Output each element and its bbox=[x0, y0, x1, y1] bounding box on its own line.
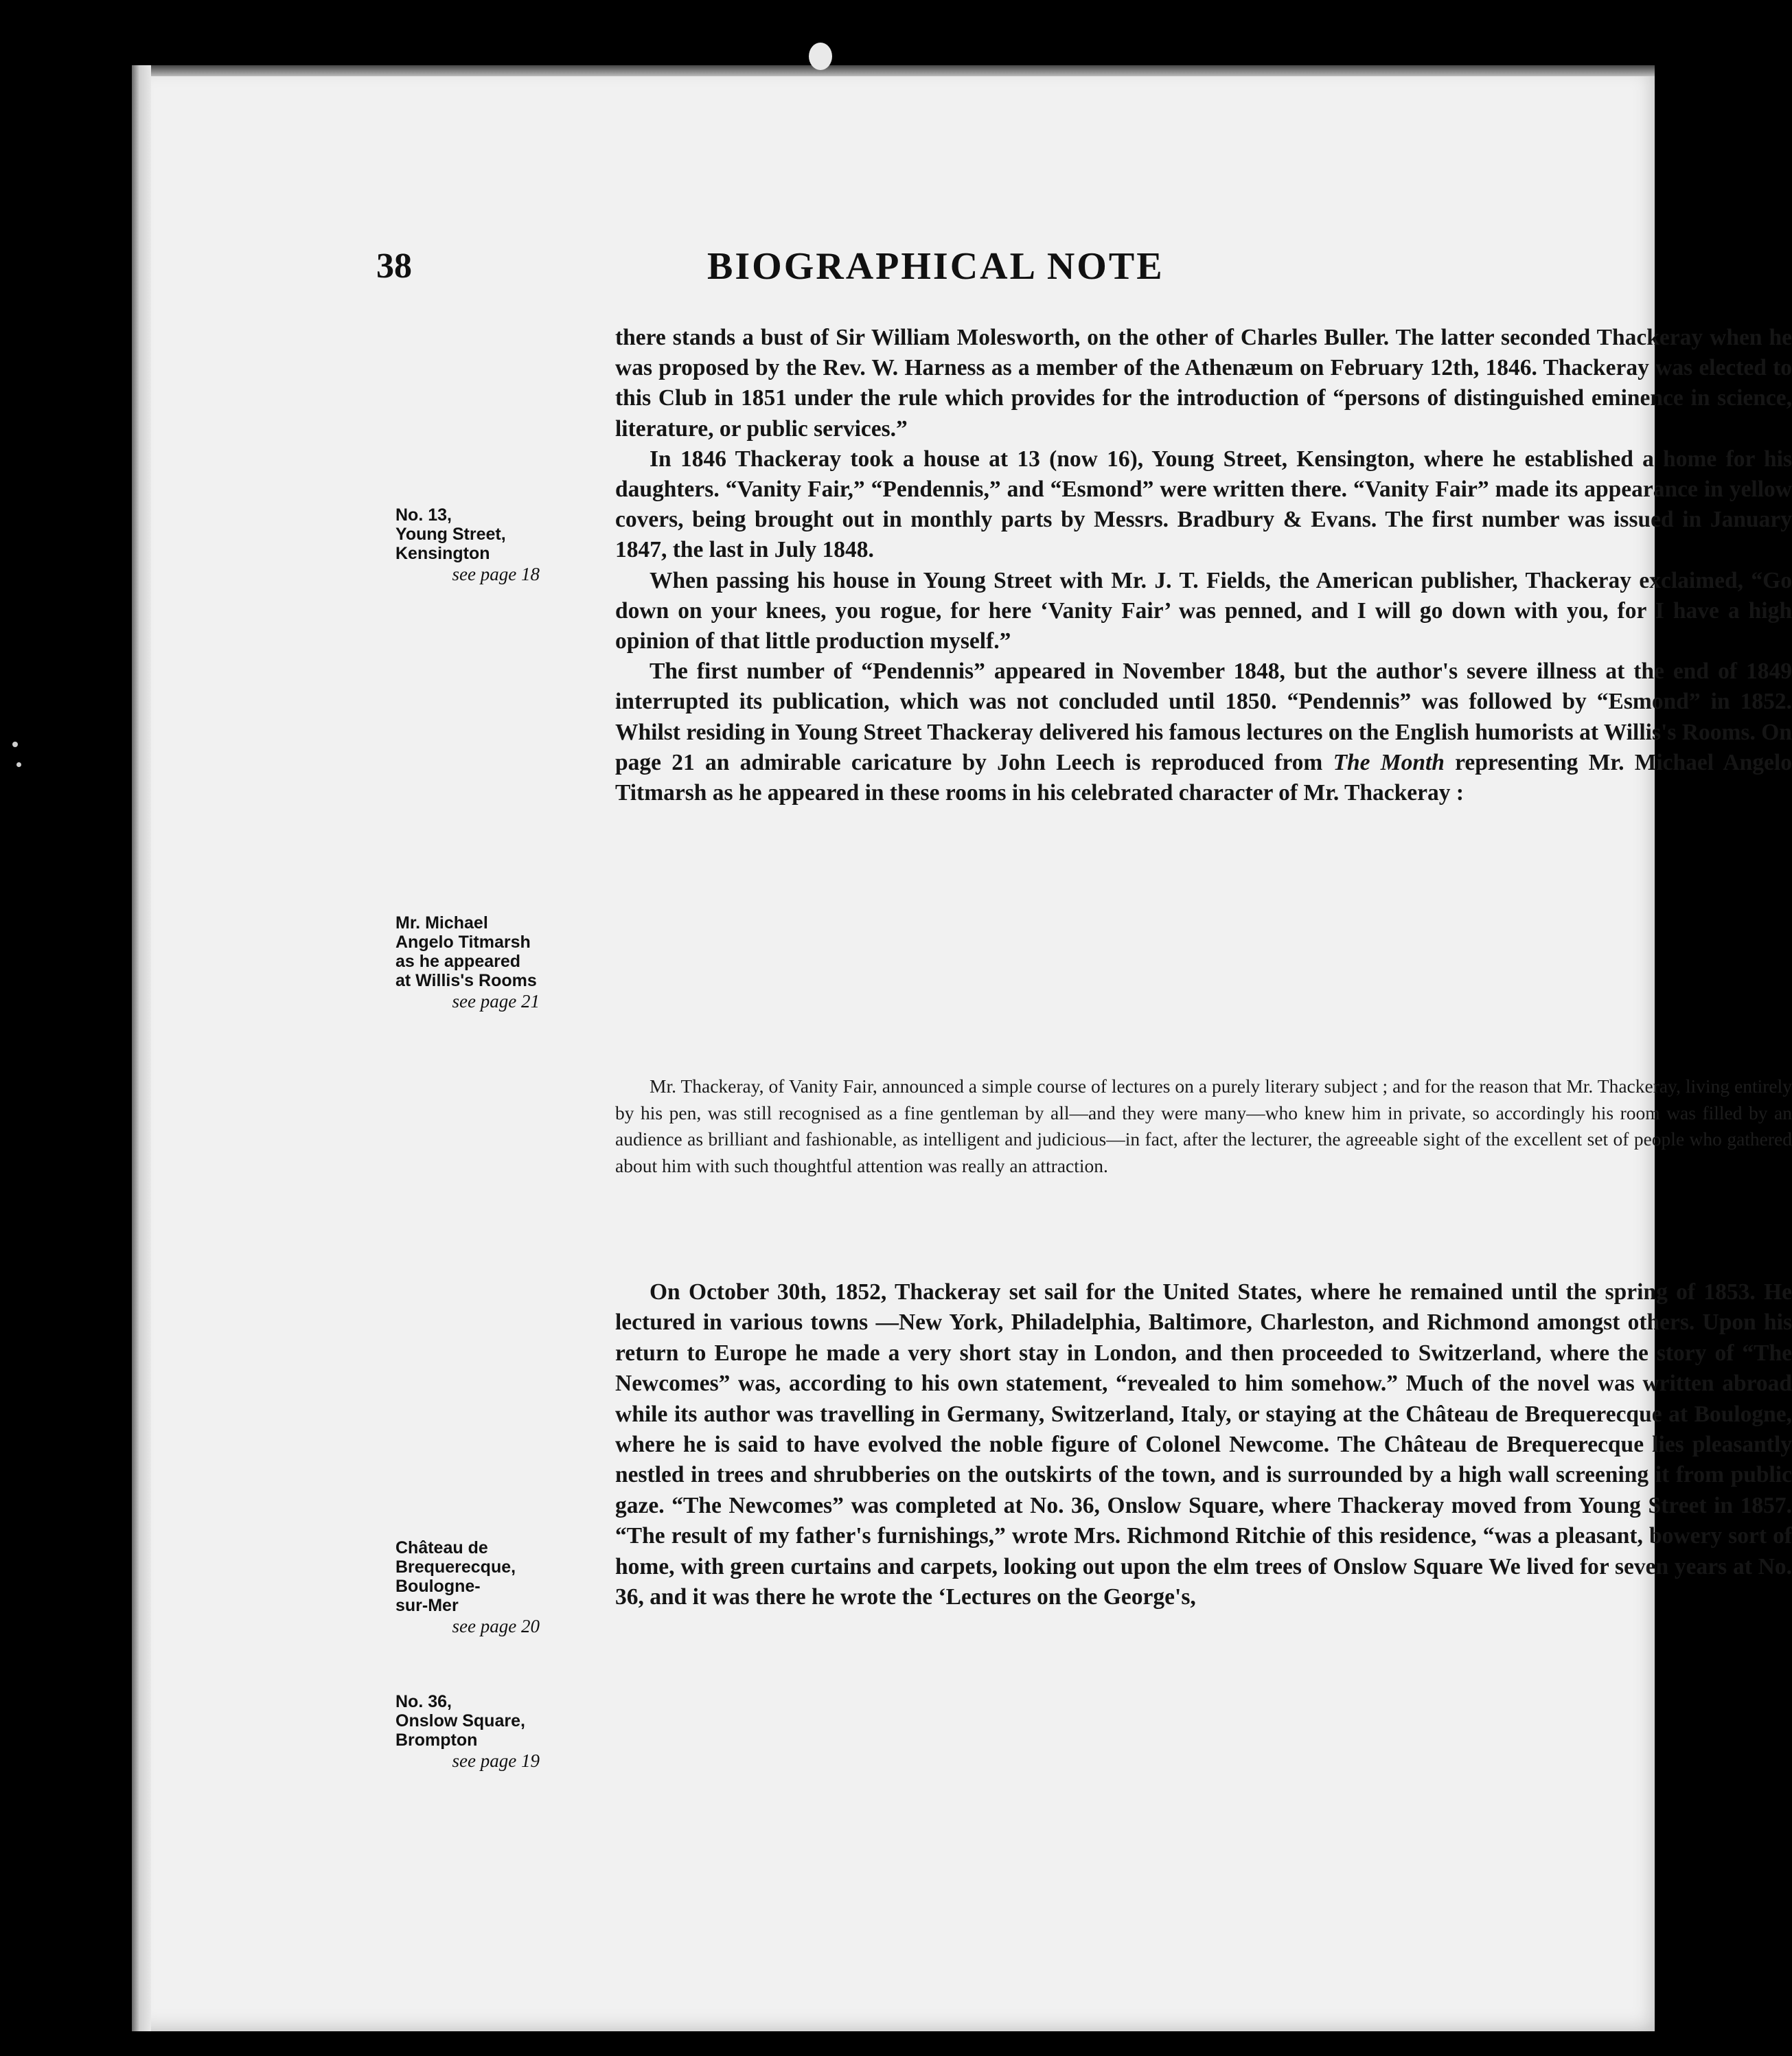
margin-note-line: Onslow Square, bbox=[395, 1711, 525, 1731]
margin-note-line: Young Street, bbox=[395, 525, 506, 544]
margin-note-line: Château de bbox=[395, 1538, 488, 1557]
paragraph: When passing his house in Young Street with Mr. J. T. Fields, the American publisher, Thackeray exclaimed, “Go down on your knees, you rogue, for here ‘Vanity Fair’ was penned, and I will go down with you, for I have a high opinion of that little production myself.” bbox=[615, 567, 1792, 654]
margin-note-see-page: see page 20 bbox=[452, 1616, 540, 1636]
margin-note-line: No. 13, bbox=[395, 505, 452, 525]
margin-note-line: Mr. Michael bbox=[395, 913, 488, 933]
paragraph: In 1846 Thackeray took a house at 13 (now 16), Young Street, Kensington, where he established a home for his daughters. “Vanity Fair,” “Pendennis,” and “Esmond” were written there. “Vanity Fair” made its appearance in yellow covers, being brought out in monthly parts by Messrs. Bradbury & Evans. The first number was issued in January 1847, the last in July 1848. bbox=[615, 446, 1792, 563]
margin-note-line: Brequerecque, bbox=[395, 1557, 516, 1577]
page-number: 38 bbox=[376, 247, 412, 286]
margin-note-titmarsh bbox=[395, 913, 567, 1011]
margin-note-line: as he appeared bbox=[395, 952, 521, 971]
margin-note-chateau bbox=[395, 1538, 567, 1636]
paragraph bbox=[615, 656, 1792, 808]
block-quote: Mr. Thackeray, of Vanity Fair, announced a simple course of lectures on a purely literary subject ; and for the reason that Mr. Thackeray, living entirely by his pen, was still recognised as a fine gentleman by all—and they were many—who knew him in private, so accordingly his room was filled by an audience as brilliant and fashionable, as intelligent and judicious—in fact, after the lecturer, the agreeable sight of the excellent set of people who gathered about him with such thoughtful attention was really an attraction. bbox=[615, 1075, 1792, 1176]
periodical-title: The Month bbox=[1333, 749, 1445, 775]
running-title: BIOGRAPHICAL NOTE bbox=[707, 245, 1164, 288]
paragraph: there stands a bust of Sir William Molesworth, on the other of Charles Buller. The latter seconded Thackeray when he was proposed by the Rev. W. Harness as a member of the Athenæum on February 12th, 1846. Thackeray was elected to this Club in 1851 under the rule which provides for the introduction of “persons of distinguished eminence in science, literature, or public services.” bbox=[615, 325, 1792, 442]
margin-note-line: sur-Mer bbox=[395, 1596, 459, 1615]
page-binding-edge bbox=[132, 65, 151, 2031]
margin-note-line: Boulogne- bbox=[395, 1577, 481, 1596]
margin-note-see-page: see page 19 bbox=[452, 1750, 540, 1771]
margin-note-see-page: see page 21 bbox=[452, 991, 540, 1012]
margin-note-line: Angelo Titmarsh bbox=[395, 933, 531, 952]
margin-note-line: at Willis's Rooms bbox=[395, 971, 537, 990]
body-text-top bbox=[615, 323, 1792, 808]
margin-note-see-page: see page 18 bbox=[452, 564, 540, 584]
paragraph: On October 30th, 1852, Thackeray set sail for the United States, where he remained until the spring of 1853. He lectured in various towns —New York, Philadelphia, Baltimore, Charleston, and Richmond amongst others. Upon his return to Europe he made a very short stay in London, and then proceeded to Switzerland, where the story of “The Newcomes” was, according to his own statement, “revealed to him somehow.” Much of the novel was written abroad while its author was travelling in Germany, Switzerland, Italy, or staying at the Château de Brequerecque at Boulogne, where he is said to have evolved the noble figure of Colonel Newcome. The Château de Brequerecque lies pleasantly nestled in trees and shrubberies on the outskirts of the town, and is surrounded by a high wall screening it from public gaze. “The Newcomes” was completed at No. 36, Onslow Square, where Thackeray moved from Young Street in 1857. “The result of my father's furnishings,” wrote Mrs. Richmond Ritchie of this residence, “was a pleasant, bowery sort of home, with green curtains and carpets, looking out upon the elm trees of Onslow Square We lived for seven years at No. 36, and it was there he wrote the ‘Lectures on the George's, bbox=[615, 1279, 1792, 1610]
scan-speck bbox=[16, 762, 21, 767]
paragraph-text: representing Mr. Michael Angelo Titmarsh as he appeared in these rooms in his celebrated character of Mr. Thackeray : bbox=[615, 749, 1792, 806]
margin-note-line: Kensington bbox=[395, 544, 490, 563]
page-top-edge bbox=[132, 65, 1655, 76]
margin-note-onslow-square bbox=[395, 1692, 567, 1770]
margin-note-line: Brompton bbox=[395, 1731, 478, 1750]
scan-speck bbox=[12, 742, 18, 747]
margin-note-line: No. 36, bbox=[395, 1692, 452, 1711]
scan-speck bbox=[809, 43, 832, 70]
margin-note-young-street bbox=[395, 505, 567, 584]
paragraph-text: The first number of “Pendennis” appeared in November 1848, but the author's severe illness at the end of 1849 interrupted its publication, which was not concluded until 1850. “Pendennis” was followed by “Esmond” in 1852. Whilst residing in Young Street Thackeray delivered his famous lectures on the English humorists at Willis's Rooms. On page 21 an admirable caricature by John Leech is reproduced from bbox=[615, 659, 1792, 775]
